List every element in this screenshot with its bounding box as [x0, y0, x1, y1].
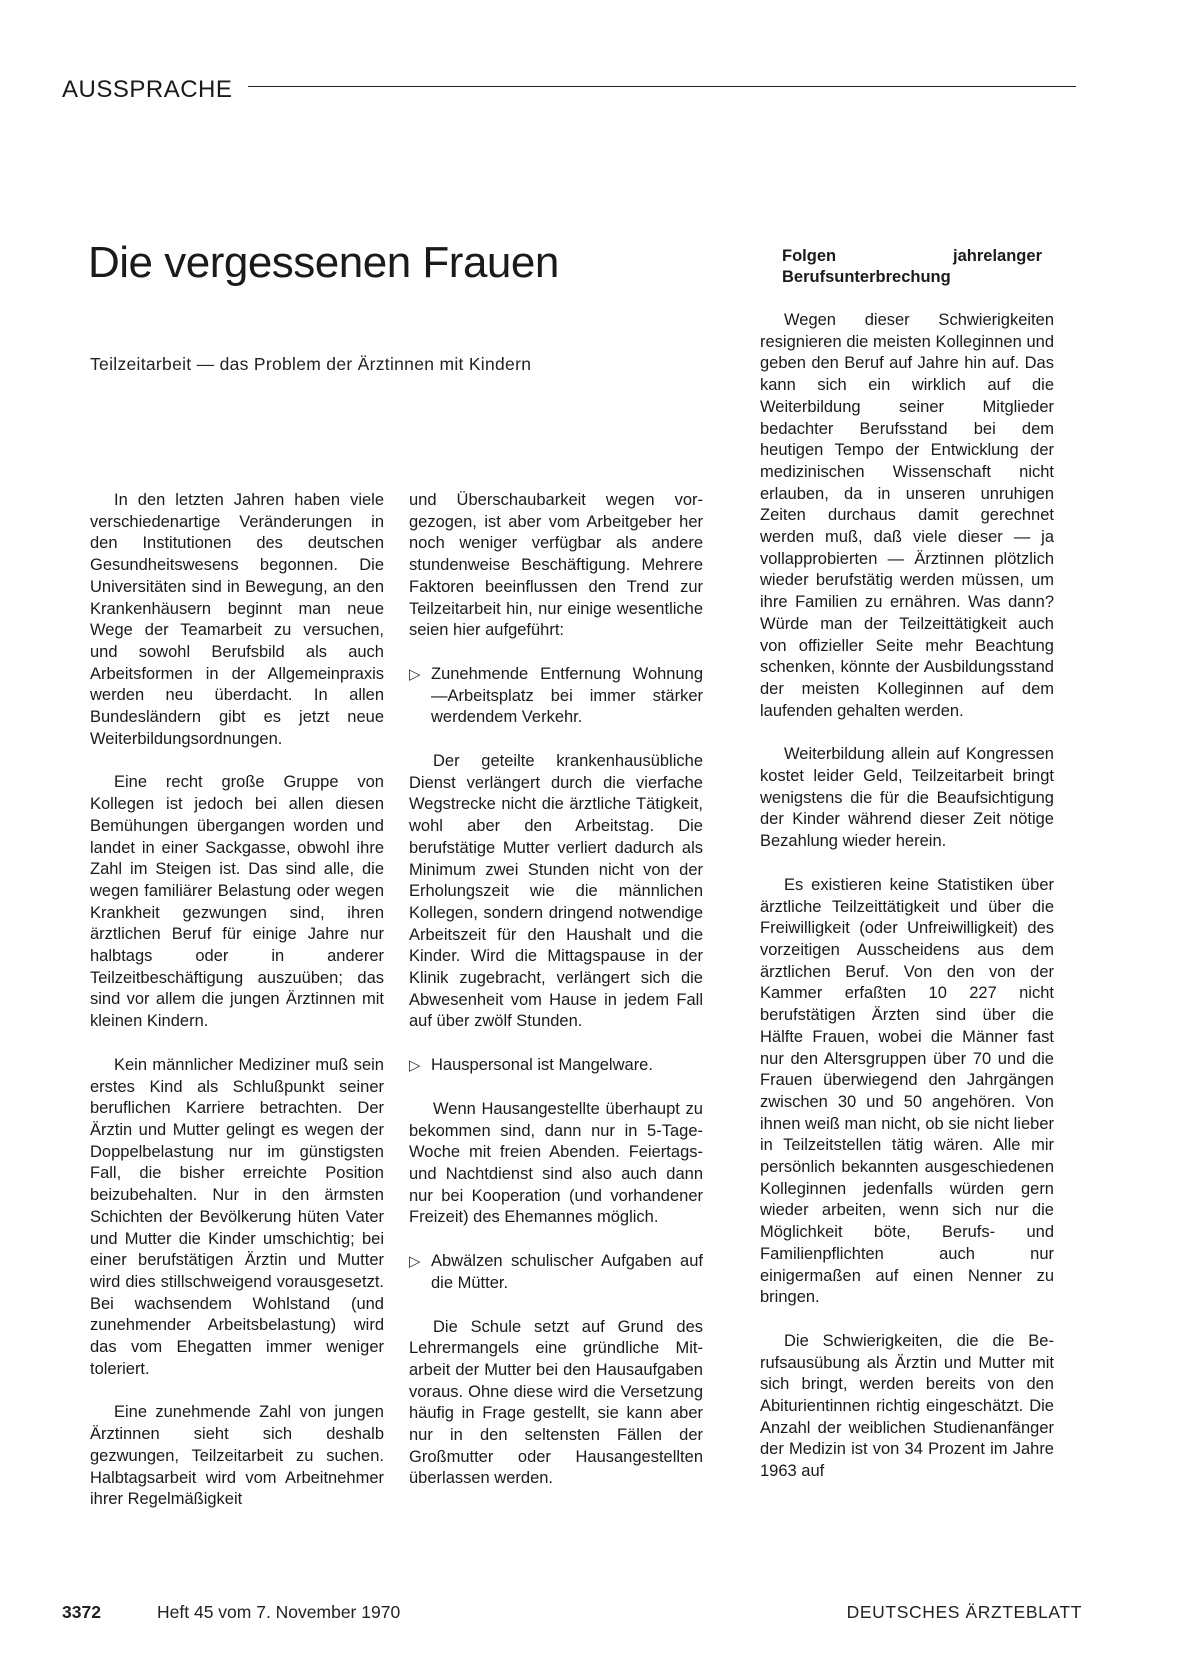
journal-name: DEUTSCHES ÄRZTEBLATT [846, 1602, 1082, 1622]
paragraph: Die Schwierigkeiten, die die Berufsausübung als Ärztin und Mutter mit sich bringt, werden bereits von den Abiturientinnen richtig eingeschätzt. Die Anzahl der weiblichen Studienanfänger der Medizin ist von 34 Prozent im Jahre 1963 auf [760, 1331, 1054, 1481]
article-title: Die vergessenen Frauen [88, 238, 559, 287]
article-subtitle: Teilzeitarbeit — das Problem der Ärztinnen mit Kindern [90, 354, 532, 374]
triangle-marker-icon: ▷ [409, 1253, 421, 1271]
list-item [409, 1055, 703, 1077]
paragraph: Es existieren keine Statistiken über ärztliche Teilzeittätigkeit und über die Freiwilligkeit (oder Unfreiwilligkeit) des vorzeitigen Ausscheidens aus dem ärztlichen Beruf. Von den von der Kammer erfaßten 10 227 nicht berufstätigen Ärzten sind über die Hälfte Frauen, wobei die Männer fast nur den Altersgruppen über 70 und die Frauen überwiegend den Jahrgängen zwischen 30 und 50 angehören. Von ihnen weiß man nicht, ob sie nicht lieber in Teilzeitstellen tätig wären. Alle mir persönlich bekannten ausgeschiedenen Kolleginnen jedenfalls würden gern wieder arbeiten, wenn sich nur die Möglichkeit böte, Berufs- und Familienpflichten auch nur einigermaßen auf einen Nenner zu bringen. [760, 875, 1054, 1307]
paragraph: Wegen dieser Schwierigkeiten resignieren die meisten Kolleginnen und geben den Beruf auf Jahre hin auf. Das kann sich ein wirklich auf die Weiterbildung seiner Mitglieder bedachter Berufsstand bei dem heutigen Tempo der Entwicklung der medizinischen Wissenschaft nicht erlauben, da in unseren unruhigen Zeiten durchaus damit gerechnet werden muß, daß viele dieser — ja vollapprobierten — Ärztinnen plötzlich wieder berufstätig werden müssen, um ihre Familien zu ernähren. Was dann? Würde man der Teilzeittätigkeit auch von offizieller Seite mehr Beachtung schenken, könnte der Ausbildungsstand der meisten Kolleginnen auf dem laufenden gehalten werden. [760, 311, 1054, 720]
list-item [409, 1251, 703, 1294]
section-rule [248, 86, 1076, 87]
page-number: 3372 [62, 1602, 101, 1622]
triangle-marker-icon: ▷ [409, 1057, 421, 1075]
paragraph: Wenn Hausangestellte überhaupt zu bekommen sind, dann nur in 5-Tage-Woche mit freien Abenden. Feiertags- und Nachtdienst sind also auch dann nur bei Kooperation (und vorhandener Freizeit) des Ehemannes möglich. [409, 1099, 703, 1227]
list-item-text: Abwälzen schulischer Aufgaben auf die Mütter. [431, 1252, 703, 1292]
paragraph: Die Schule setzt auf Grund des Lehrermangels eine gründliche Mitarbeit der Mutter bei den Hausaufgaben voraus. Ohne diese wird die Versetzung häufig in Frage gestellt, sie kann aber nur in den seltensten Fällen der Großmutter oder Hausangestellten überlassen werden. [409, 1317, 703, 1488]
list-item [409, 664, 703, 729]
text-column-2 [409, 490, 703, 1512]
list-item-text: Zunehmende Entfernung Wohnung—Arbeitsplatz bei immer stärker werdendem Verkehr. [431, 664, 703, 727]
paragraph: Der geteilte krankenhausübliche Dienst verlängert durch die vierfache Wegstrecke nicht die ärztliche Tätigkeit, wohl aber den Arbeitstag. Die berufstätige Mutter verliert dadurch als Minimum zwei Stunden nicht von der Erholungszeit wie die männlichen Kollegen, sondern dringend notwendige Arbeitszeit für den Haushalt und die Kinder. Wird die Mittagspause in der Klinik zugebracht, verlängert sich die Abwesenheit vom Hause in jedem Fall auf über zwölf Stunden. [409, 752, 703, 1031]
paragraph: In den letzten Jahren haben viele verschiedenartige Veränderungen in den Institutionen des deutschen Gesundheitswesens begonnen. Die Universitäten sind in Bewegung, an den Krankenhäusern beginnt man neue Wege der Teamarbeit zu versuchen, und sowohl Berufsbild als auch Arbeitsformen in der Allgemeinpraxis werden neu überdacht. In allen Bundesländern gibt es jetzt neue Weiterbildungsordnungen. [90, 491, 384, 748]
paragraph: Kein männlicher Mediziner muß sein erstes Kind als Schlußpunkt seiner beruflichen Karriere betrachten. Der Ärztin und Mutter gelingt es wegen der Doppelbelastung nur im günstigsten Fall, die bisher erreichte Position beizubehalten. Nur in den ärmsten Schichten der Bevölkerung hüten Vater und Mutter die Kinder umschichtig; bei einer berufstätigen Ärztin und Mutter wird dies stillschweigend vorausgesetzt. Bei wachsendem Wohlstand (und zunehmender Arbeitsbelastung) wird das vom Ehegatten immer weniger toleriert. [90, 1055, 384, 1378]
paragraph: Weiterbildung allein auf Kongressen kostet leider Geld, Teilzeitarbeit bringt wenigstens die für die Beaufsichtigung der Kinder während dieser Zeit nötige Bezahlung wieder herein. [760, 745, 1054, 851]
paragraph: Eine recht große Gruppe von Kollegen ist jedoch bei allen diesen Bemühungen übergangen worden und landet in einer Sackgasse, obwohl ihre Zahl im Steigen ist. Das sind alle, die wegen familiärer Belastung oder wegen Krankheit gezwungen sind, ihren ärztlichen Beruf für einige Jahre nur halbtags oder in anderer Teilzeitbeschäftigung auszuüben; das sind vor allem die jungen Ärztinnen mit kleinen Kindern. [90, 773, 384, 1031]
paragraph: Eine zunehmende Zahl von jungen Ärztinnen sieht sich deshalb gezwungen, Teilzeitarbeit zu suchen. Halbtagsarbeit wird vom Arbeitnehmer ihrer Regelmäßigkeit [90, 1403, 384, 1509]
issue-info: Heft 45 vom 7. November 1970 [157, 1602, 401, 1622]
section-label: AUSSPRACHE [62, 76, 233, 103]
paragraph: und Überschaubarkeit wegen vorgezogen, ist aber vom Arbeitgeber her noch weniger verfügbar als andere stundenweise Beschäftigung. Mehrere Faktoren beeinflussen den Trend zur Teilzeitarbeit hin, nur einige wesentliche seien hier aufgeführt: [409, 491, 703, 640]
text-column-1 [90, 490, 384, 1533]
triangle-marker-icon: ▷ [409, 665, 421, 683]
text-column-3 [760, 247, 1054, 1505]
subheading: Folgen jahrelanger Berufsunterbrechung [782, 247, 1042, 286]
list-item-text: Hauspersonal ist Mangelware. [431, 1056, 653, 1075]
